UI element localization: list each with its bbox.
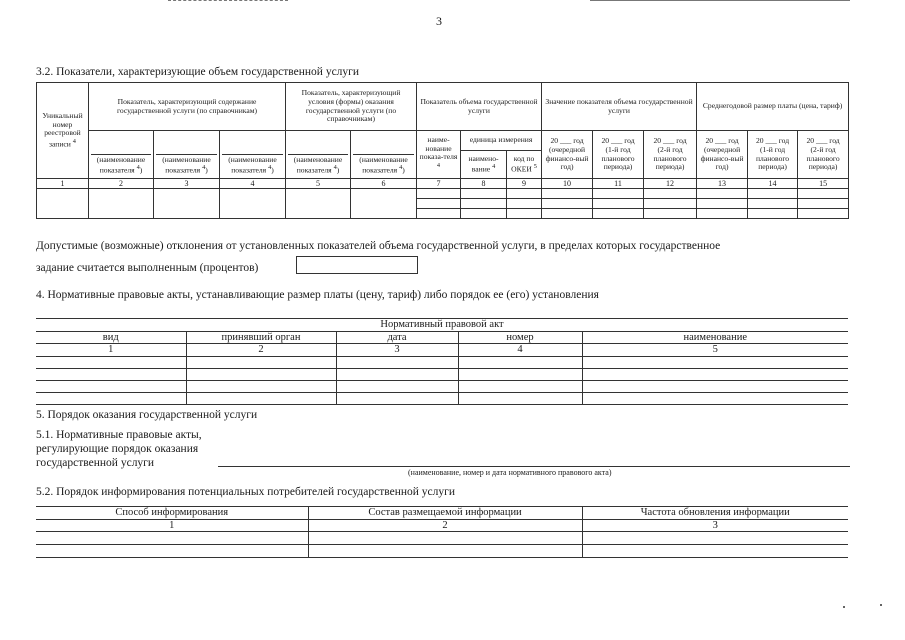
header-indicator-name: (наименование показателя $^4$) bbox=[286, 131, 351, 179]
table-cell[interactable] bbox=[798, 189, 849, 199]
header-year-current: 20 ___ год (очередной финансо-вый год) bbox=[542, 131, 593, 179]
table-cell[interactable] bbox=[417, 199, 461, 209]
table-cell[interactable] bbox=[697, 199, 748, 209]
col-num: 4 bbox=[220, 179, 286, 189]
col-num: 9 bbox=[507, 179, 542, 189]
section-3-2-title: 3.2. Показатели, характеризующие объем государственной услуги bbox=[36, 66, 360, 78]
col-num: 3 bbox=[154, 179, 220, 189]
table-cell[interactable] bbox=[351, 189, 417, 219]
header-fee-year-current: 20 ___ год (очередной финансо-вый год) bbox=[697, 131, 748, 179]
table-cell[interactable] bbox=[186, 356, 336, 368]
table-cell[interactable] bbox=[286, 189, 351, 219]
col-num: 2 bbox=[89, 179, 154, 189]
header-date: дата bbox=[336, 331, 458, 344]
table-cell[interactable] bbox=[89, 189, 154, 219]
table-cell[interactable] bbox=[37, 189, 89, 219]
table-row bbox=[37, 189, 849, 199]
header-indicator-name: (наименование показателя $^4$) bbox=[220, 131, 286, 179]
section-5-2-title: 5.2. Порядок информирования потенциальных потребителей государственной услуги bbox=[36, 486, 456, 498]
column-numbers-row bbox=[37, 179, 849, 189]
table-cell[interactable] bbox=[154, 189, 220, 219]
table-row bbox=[36, 532, 848, 545]
table-cell[interactable] bbox=[697, 209, 748, 219]
section-5-1-line-2: регулирующие порядок оказания bbox=[36, 443, 199, 455]
header-year-plan-2: 20 ___ год (2-й год планового периода) bbox=[644, 131, 697, 179]
header-issuing-body: принявший орган bbox=[186, 331, 336, 344]
table-cell[interactable] bbox=[458, 356, 582, 368]
header-unit-code: код по ОКЕИ $^5$ bbox=[507, 151, 542, 179]
header-unit: единица измерения bbox=[461, 131, 542, 151]
table-cell[interactable] bbox=[582, 380, 848, 392]
header-indicator-name: (наименование показателя $^4$) bbox=[89, 131, 154, 179]
table-cell[interactable] bbox=[36, 380, 186, 392]
header-volume-indicator-name: наиме-нование показа-теля $^4$ bbox=[417, 131, 461, 179]
table-row bbox=[36, 380, 848, 392]
top-edge-line bbox=[590, 0, 850, 1]
deviation-text-line-1: Допустимые (возможные) отклонения от установленных показателей объема государственной услуги, в пределах которых государственное bbox=[36, 240, 721, 252]
section-5-1-line-3: государственной услуги bbox=[36, 457, 155, 469]
table-cell[interactable] bbox=[697, 189, 748, 199]
table-cell[interactable] bbox=[798, 209, 849, 219]
header-indicator-name: (наименование показателя $^4$) bbox=[351, 131, 417, 179]
header-indicator-name: (наименование показателя $^4$) bbox=[154, 131, 220, 179]
table-cell[interactable] bbox=[542, 209, 593, 219]
table-cell[interactable] bbox=[582, 368, 848, 380]
header-volume-indicator: Показатель объема государственной услуги bbox=[417, 83, 542, 131]
deviation-percent-field[interactable] bbox=[296, 256, 418, 274]
header-info-method: Способ информирования bbox=[36, 507, 308, 520]
col-num: 5 bbox=[582, 344, 848, 357]
col-num: 1 bbox=[37, 179, 89, 189]
col-num: 12 bbox=[644, 179, 697, 189]
col-num: 3 bbox=[336, 344, 458, 357]
table-cell[interactable] bbox=[220, 189, 286, 219]
table-cell[interactable] bbox=[593, 209, 644, 219]
table-cell[interactable] bbox=[36, 532, 308, 545]
table-row bbox=[36, 392, 848, 404]
header-fee-year-plan-2: 20 ___ год (2-й год планового периода) bbox=[798, 131, 849, 179]
table-cell[interactable] bbox=[461, 199, 507, 209]
col-num: 7 bbox=[417, 179, 461, 189]
header-average-fee: Среднегодовой размер платы (цена, тариф) bbox=[697, 83, 849, 131]
section-5-title: 5. Порядок оказания государственной услуги bbox=[36, 409, 258, 421]
col-num: 10 bbox=[542, 179, 593, 189]
table-cell[interactable] bbox=[308, 532, 582, 545]
table-row bbox=[36, 356, 848, 368]
col-num: 15 bbox=[798, 179, 849, 189]
table-cell[interactable] bbox=[593, 189, 644, 199]
table-cell[interactable] bbox=[542, 189, 593, 199]
table-cell[interactable] bbox=[36, 356, 186, 368]
table-cell[interactable] bbox=[308, 545, 582, 558]
table-row bbox=[36, 545, 848, 558]
col-num: 1 bbox=[36, 519, 308, 532]
table-cell[interactable] bbox=[417, 189, 461, 199]
volume-indicators-table bbox=[36, 82, 849, 219]
col-num: 14 bbox=[748, 179, 798, 189]
table-cell[interactable] bbox=[336, 368, 458, 380]
col-num: 6 bbox=[351, 179, 417, 189]
col-num: 13 bbox=[697, 179, 748, 189]
col-num: 4 bbox=[458, 344, 582, 357]
table-cell[interactable] bbox=[36, 545, 308, 558]
table-cell[interactable] bbox=[593, 199, 644, 209]
legal-act-fill-line[interactable] bbox=[218, 466, 850, 467]
table-cell[interactable] bbox=[186, 392, 336, 404]
table-cell[interactable] bbox=[507, 209, 542, 219]
table-cell[interactable] bbox=[582, 392, 848, 404]
table-row bbox=[36, 368, 848, 380]
table-cell[interactable] bbox=[644, 199, 697, 209]
scan-speck bbox=[843, 606, 845, 608]
col-num: 1 bbox=[36, 344, 186, 357]
header-title: наименование bbox=[582, 331, 848, 344]
table-cell[interactable] bbox=[542, 199, 593, 209]
section-5-1-line-1: 5.1. Нормативные правовые акты, bbox=[36, 429, 202, 441]
legal-acts-fee-table bbox=[36, 318, 848, 405]
informing-procedure-table bbox=[36, 506, 848, 558]
legal-act-group-header: Нормативный правовой акт bbox=[36, 319, 848, 332]
col-num: 2 bbox=[186, 344, 336, 357]
table-cell[interactable] bbox=[186, 380, 336, 392]
col-num: 5 bbox=[286, 179, 351, 189]
table-cell[interactable] bbox=[644, 209, 697, 219]
table-cell[interactable] bbox=[461, 189, 507, 199]
section-4-title: 4. Нормативные правовые акты, устанавливающие размер платы (цену, тариф) либо порядок ее (его) установления bbox=[36, 289, 599, 301]
header-volume-value: Значение показателя объема государственной услуги bbox=[542, 83, 697, 131]
table-cell[interactable] bbox=[461, 209, 507, 219]
top-edge-mark bbox=[168, 0, 288, 1]
table-cell[interactable] bbox=[186, 368, 336, 380]
header-info-frequency: Частота обновления информации bbox=[582, 507, 848, 520]
header-info-content: Состав размещаемой информации bbox=[308, 507, 582, 520]
header-number: номер bbox=[458, 331, 582, 344]
table-cell[interactable] bbox=[582, 545, 848, 558]
table-cell[interactable] bbox=[748, 199, 798, 209]
col-num: 2 bbox=[308, 519, 582, 532]
table-cell[interactable] bbox=[417, 209, 461, 219]
col-num: 3 bbox=[582, 519, 848, 532]
col-num: 8 bbox=[461, 179, 507, 189]
table-cell[interactable] bbox=[582, 356, 848, 368]
table-cell[interactable] bbox=[507, 189, 542, 199]
page-number: 3 bbox=[436, 14, 442, 28]
table-cell[interactable] bbox=[458, 368, 582, 380]
table-cell[interactable] bbox=[458, 392, 582, 404]
header-unique-record: Уникальный номер реестровой записи $^4$ bbox=[37, 83, 89, 179]
table-cell[interactable] bbox=[748, 209, 798, 219]
table-cell[interactable] bbox=[36, 368, 186, 380]
table-cell[interactable] bbox=[336, 356, 458, 368]
table-cell[interactable] bbox=[458, 380, 582, 392]
header-unit-name: наимено-вание $^4$ bbox=[461, 151, 507, 179]
table-cell[interactable] bbox=[582, 532, 848, 545]
deviation-text-line-2: задание считается выполненным (процентов) bbox=[36, 262, 259, 274]
table-cell[interactable] bbox=[507, 199, 542, 209]
header-content-indicator: Показатель, характеризующий содержание государственной услуги (по справочникам) bbox=[89, 83, 286, 131]
col-num: 11 bbox=[593, 179, 644, 189]
header-condition-indicator: Показатель, характеризующий условия (формы) оказания государственной услуги (по справочникам) bbox=[286, 83, 417, 131]
legal-act-caption: (наименование, номер и дата нормативного правового акта) bbox=[408, 468, 612, 477]
scan-speck bbox=[880, 604, 882, 606]
table-cell[interactable] bbox=[748, 189, 798, 199]
table-cell[interactable] bbox=[36, 392, 186, 404]
header-year-plan-1: 20 ___ год (1-й год планового периода) bbox=[593, 131, 644, 179]
table-cell[interactable] bbox=[336, 380, 458, 392]
header-fee-year-plan-1: 20 ___ год (1-й год планового периода) bbox=[748, 131, 798, 179]
header-kind: вид bbox=[36, 331, 186, 344]
table-cell[interactable] bbox=[336, 392, 458, 404]
table-cell[interactable] bbox=[798, 199, 849, 209]
table-cell[interactable] bbox=[644, 189, 697, 199]
